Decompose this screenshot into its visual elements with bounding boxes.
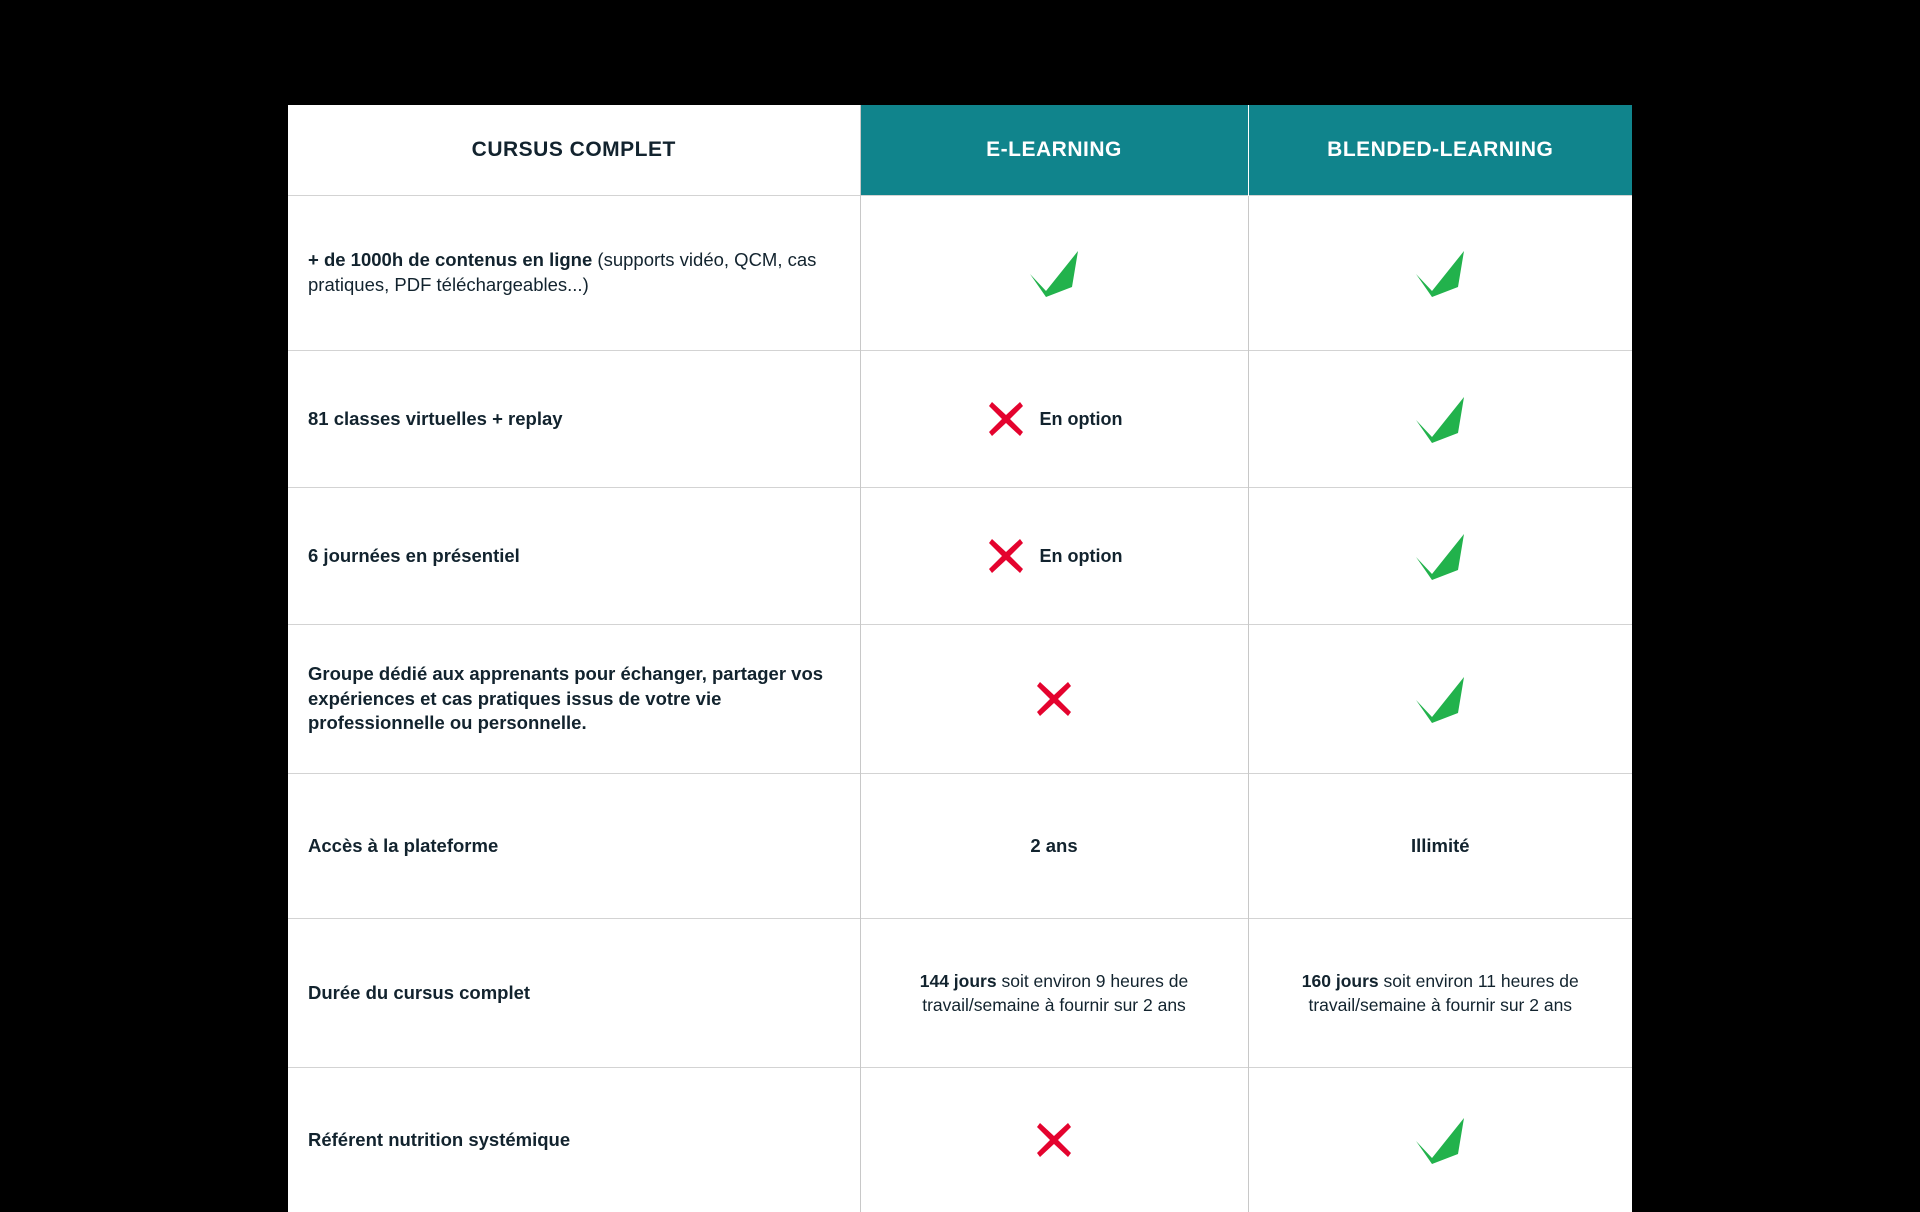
table-row (288, 351, 1632, 488)
feature-label-strong: 6 journées en présentiel (308, 545, 520, 566)
table-row (288, 488, 1632, 625)
table-body (288, 196, 1632, 1212)
mark-group (1267, 530, 1615, 582)
blended-cell (1248, 488, 1632, 625)
access-duration-elearning: 2 ans (1030, 835, 1077, 856)
check-icon (1026, 247, 1082, 299)
mark-group (1267, 393, 1615, 445)
duration-text-blended (1267, 969, 1615, 1018)
cross-icon (1034, 679, 1074, 719)
feature-cell (288, 488, 860, 625)
check-icon (1412, 1114, 1468, 1166)
check-icon (1412, 393, 1468, 445)
feature-label-light: (supports vidéo, QCM, cas pratiques, PDF téléchargeables...) (308, 249, 816, 295)
elearning-cell (860, 919, 1248, 1068)
duration-detail-elearning: soit environ 9 heures de travail/semaine à fournir sur 2 ans (922, 971, 1188, 1016)
table-header (288, 105, 1632, 196)
elearning-cell (860, 1068, 1248, 1212)
blended-cell (1248, 351, 1632, 488)
mark-group (879, 536, 1230, 576)
check-icon (1412, 247, 1468, 299)
duration-detail-blended: soit environ 11 heures de travail/semaine à fournir sur 2 ans (1308, 971, 1578, 1016)
feature-label-strong: Accès à la plateforme (308, 835, 498, 856)
blended-cell (1248, 919, 1632, 1068)
access-duration-blended: Illimité (1411, 835, 1470, 856)
feature-label-strong: + de 1000h de contenus en ligne (308, 249, 592, 270)
cross-icon (1034, 1120, 1074, 1160)
feature-cell (288, 625, 860, 774)
feature-label-strong: Référent nutrition systémique (308, 1129, 570, 1150)
feature-cell (288, 919, 860, 1068)
elearning-cell (860, 488, 1248, 625)
mark-group (1267, 1114, 1615, 1166)
table-row (288, 625, 1632, 774)
feature-cell (288, 1068, 860, 1212)
duration-days-blended: 160 jours (1302, 971, 1379, 991)
mark-group (879, 247, 1230, 299)
table-row (288, 1068, 1632, 1212)
elearning-cell (860, 774, 1248, 919)
mark-group (1267, 673, 1615, 725)
elearning-cell (860, 625, 1248, 774)
duration-text-elearning (879, 969, 1230, 1018)
table-row (288, 919, 1632, 1068)
header-row (288, 105, 1632, 196)
feature-cell (288, 196, 860, 351)
feature-cell (288, 774, 860, 919)
check-icon (1412, 673, 1468, 725)
table-row (288, 196, 1632, 351)
header-blended-learning: BLENDED-LEARNING (1248, 105, 1632, 196)
blended-cell (1248, 1068, 1632, 1212)
blended-cell (1248, 625, 1632, 774)
mark-group (879, 679, 1230, 719)
option-label: En option (1040, 544, 1123, 568)
option-label: En option (1040, 407, 1123, 431)
elearning-cell (860, 351, 1248, 488)
comparison-table (288, 105, 1632, 1212)
blended-cell (1248, 196, 1632, 351)
blended-cell (1248, 774, 1632, 919)
feature-cell (288, 351, 860, 488)
cross-icon (986, 536, 1026, 576)
header-cursus-complet: CURSUS COMPLET (288, 105, 860, 196)
table-row (288, 774, 1632, 919)
comparison-table-container (288, 105, 1632, 1212)
mark-group (1267, 247, 1615, 299)
check-icon (1412, 530, 1468, 582)
mark-group (879, 1120, 1230, 1160)
header-e-learning: E-LEARNING (860, 105, 1248, 196)
feature-label-strong: 81 classes virtuelles + replay (308, 408, 563, 429)
cross-icon (986, 399, 1026, 439)
elearning-cell (860, 196, 1248, 351)
feature-label-strong: Groupe dédié aux apprenants pour échanger, partager vos expériences et cas pratiques issus de votre vie professionnelle ou personnelle. (308, 663, 823, 734)
duration-days-elearning: 144 jours (920, 971, 997, 991)
feature-label-strong: Durée du cursus complet (308, 982, 530, 1003)
mark-group (879, 399, 1230, 439)
